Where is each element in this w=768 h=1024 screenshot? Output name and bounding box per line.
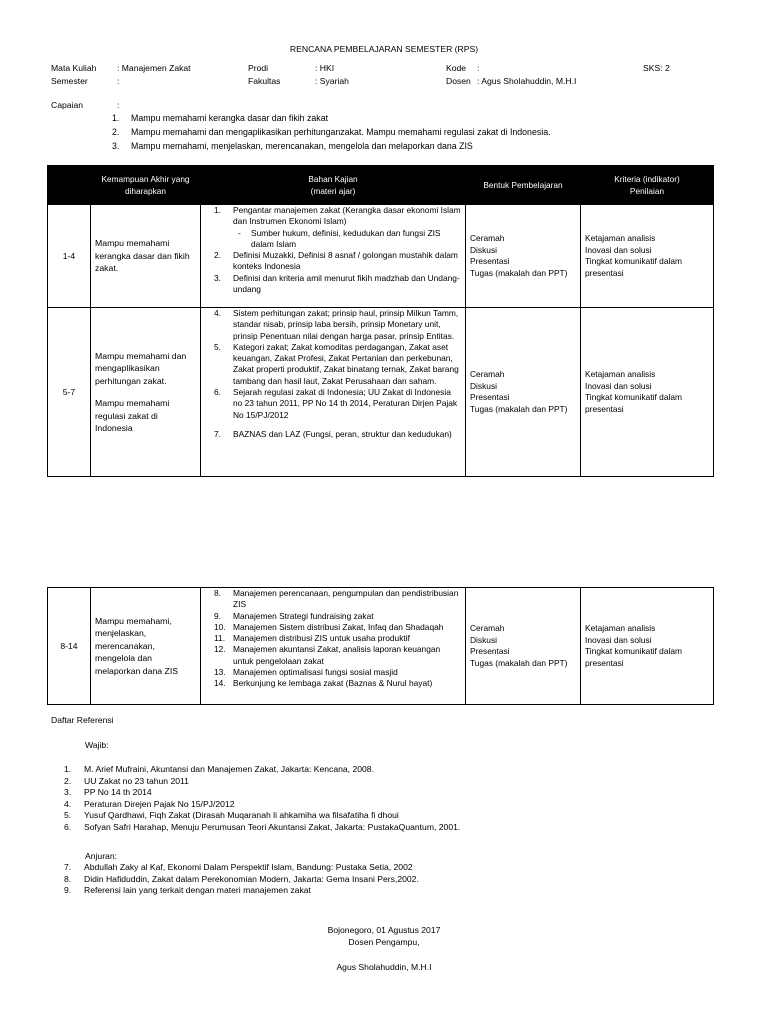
kriteria-cell: Ketajaman analisis Inovasi dan solusi Tingkat komunikatif dalam presentasi <box>581 308 714 477</box>
week-cell: 8-14 <box>48 588 91 705</box>
kriteria-cell: Ketajaman analisis Inovasi dan solusi Tingkat komunikatif dalam presentasi <box>581 205 714 308</box>
header-week <box>48 166 91 205</box>
semester-value: : <box>117 76 120 86</box>
kemampuan-cell: Mampu memahami, menjelaskan, merencanakan, mengelola dan melaporkan dana ZIS <box>91 588 201 705</box>
signature-place-date: Bojonegoro, 01 Agustus 2017 <box>327 925 441 935</box>
anjuran-label: Anjuran: <box>85 851 118 861</box>
bentuk-cell: Ceramah Diskusi Presentasi Tugas (makalah dan PPT) <box>466 588 581 705</box>
reference-item: 2. UU Zakat no 23 tahun 2011 <box>64 775 189 786</box>
kemampuan-cell: Mampu memahami kerangka dasar dan fikih zakat. <box>91 205 201 308</box>
table-header-row <box>48 166 714 205</box>
fakultas-label: Fakultas <box>248 76 281 86</box>
capaian-colon: : <box>117 100 120 110</box>
rps-table-part2 <box>47 587 714 705</box>
reference-item: 9. Referensi lain yang terkait dengan materi manajemen zakat <box>64 885 311 895</box>
reference-item: 3. PP No 14 th 2014 <box>64 787 152 797</box>
reference-item: 5. Yusuf Qardhawi, Fiqh Zakat (Dirasah Muqaranah li ahkamiha wa filsafatiha fi dhoui <box>64 810 399 820</box>
capaian-item: 1. Mampu memahami kerangka dasar dan fikih zakat <box>112 113 329 123</box>
anjuran-reference-list <box>64 862 419 897</box>
header-kriteria: Kriteria (indikator) Penilaian <box>581 166 714 205</box>
kode-value: : <box>477 63 480 73</box>
bahan-cell: 4. Sistem perhitungan zakat; prinsip haul, prinsip Milkun Tamm, standar nisab, prinsip laba bersih, prinsip Monetary unit, prinsip Penentuan nilai dengan harga pasar, prinsip Entitas. 5. Kategori zakat; Zakat komoditas perdagangan, Zakat aset keuangan, Zakat Profesi, Zakat Pertanian dan perkebunan, Zakat properti produktif, Zakat binatang ternak, Zakat barang tambang dan hasil laut, Zakat Perusahaan dan saham. 6. Sejarah regulasi zakat di Indonesia; UU Zakat di Indonesia no 23 tahun 2011, PP No 14 th 2014, Peraturan Dirjen Pajak No 15/PJ/2012 7. BAZNAS dan LAZ (Fungsi, peran, struktur dan kedudukan) <box>201 308 466 477</box>
bentuk-cell: Ceramah Diskusi Presentasi Tugas (makalah dan PPT) <box>466 205 581 308</box>
mata-kuliah-value: : Manajemen Zakat <box>117 63 191 73</box>
table-row <box>48 308 714 477</box>
reference-item: 1. M. Arief Mufraini, Akuntansi dan Manajemen Zakat, Jakarta: Kencana, 2008. <box>64 764 374 774</box>
document-title: RENCANA PEMBELAJARAN SEMESTER (RPS) <box>289 44 479 54</box>
week-cell: 5-7 <box>48 308 91 477</box>
reference-item: 6. Sofyan Safri Harahap, Menuju Perumusan Teori Akuntansi Zakat, Jakarta: PustakaQuantum, 2001. <box>64 821 461 832</box>
signature-name: Agus Sholahuddin, M.H.I <box>336 962 432 972</box>
bahan-cell: 8. Manajemen perencanaan, pengumpulan dan pendistribusian ZIS 9. Manajemen Strategi fundraising zakat 10. Manajemen Sistem distribusi Zakat, Infaq dan Shadaqah 11. Manajemen distribusi ZIS untuk usaha produktif 12. Manajemen akuntansi Zakat, analisis laporan keuangan untuk pengelolaan zakat 13. Manajemen optimalisasi fungsi sosial masjid 14. Berkunjung ke lembaga zakat (Baznas & Nurul hayat) <box>201 588 466 705</box>
reference-item: 4. Peraturan Direjen Pajak No 15/PJ/2012 <box>64 798 235 809</box>
capaian-list <box>112 111 551 153</box>
prodi-label: Prodi <box>248 63 269 73</box>
reference-item: 7. Abdullah Zaky al Kaf, Ekonomi Dalam Perspektif Islam, Bandung: Pustaka Setia, 2002 <box>64 862 413 872</box>
bentuk-cell: Ceramah Diskusi Presentasi Tugas (makalah dan PPT) <box>466 308 581 477</box>
dosen-value: : Agus Sholahuddin, M.H.I <box>477 76 577 86</box>
signature-role: Dosen Pengampu, <box>348 937 420 947</box>
table-row <box>48 588 714 705</box>
header-kemampuan: Kemampuan Akhir yang diharapkan <box>91 166 201 205</box>
wajib-label: Wajib: <box>85 740 109 750</box>
capaian-label: Capaian <box>51 100 84 110</box>
reference-item: 8. Didin Hafiduddin, Zakat dalam Perekonomian Modern, Jakarta: Gema Insani Pers,2002. <box>64 873 419 884</box>
semester-label: Semester <box>51 76 88 86</box>
table-row <box>48 205 714 308</box>
prodi-value: : HKI <box>315 63 335 73</box>
references-title: Daftar Referensi <box>51 715 114 725</box>
header-bentuk: Bentuk Pembelajaran <box>466 166 581 205</box>
kemampuan-cell: Mampu memahami dan mengaplikasikan perhitungan zakat. Mampu memahami regulasi zakat di Indonesia <box>91 308 201 477</box>
mata-kuliah-label: Mata Kuliah <box>51 63 97 73</box>
rps-table-part1 <box>47 165 714 477</box>
header-bahan: Bahan Kajian (materi ajar) <box>201 166 466 205</box>
sks-value: SKS: 2 <box>643 63 670 73</box>
bahan-cell: 1. Pengantar manajemen zakat (Kerangka dasar ekonomi Islam dan Instrumen Ekonomi Islam) - Sumber hukum, definisi, kedudukan dan fungsi ZIS dalam Islam 2. Definisi Muzakki, Definisi 8 asnaf / golongan mustahik dalam konteks Indonesia 3. Definisi dan kriteria amil menurut fikih madzhab dan Undang-undang <box>201 205 466 308</box>
fakultas-value: : Syariah <box>315 76 349 86</box>
wajib-reference-list <box>64 764 460 833</box>
dosen-label: Dosen <box>446 76 471 86</box>
capaian-item: 2. Mampu memahami dan mengaplikasikan perhitunganzakat. Mampu memahami regulasi zakat di Indonesia. <box>112 127 551 137</box>
week-cell: 1-4 <box>48 205 91 308</box>
capaian-item: 3. Mampu memahami, menjelaskan, merencanakan, mengelola dan melaporkan dana ZIS <box>112 141 473 151</box>
kode-label: Kode <box>446 63 467 73</box>
kriteria-cell: Ketajaman analisis Inovasi dan solusi Tingkat komunikatif dalam presentasi <box>581 588 714 705</box>
